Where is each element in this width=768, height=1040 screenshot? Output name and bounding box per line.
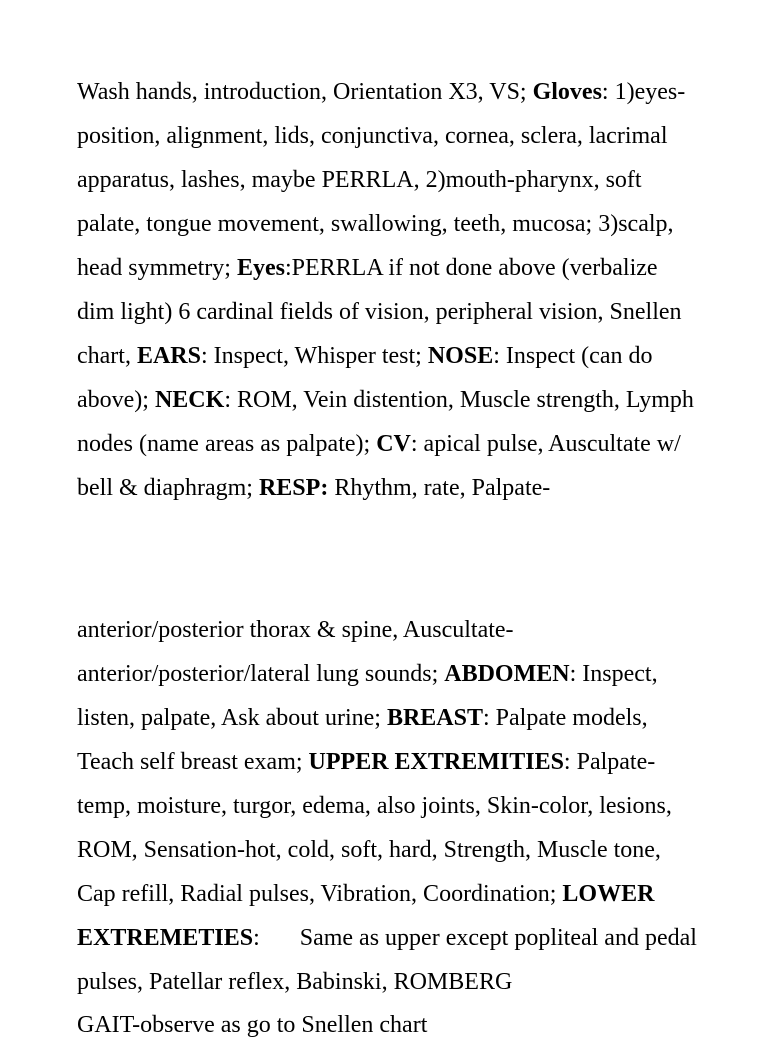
text-line — [77, 429, 681, 459]
text-run: nodes (name areas as palpate); — [77, 431, 377, 457]
text-line — [77, 615, 514, 645]
bold-heading: EARS — [136, 343, 201, 369]
text-line — [77, 835, 661, 865]
text-run: : ROM, Vein distention, Muscle strength, Lymph — [224, 387, 694, 413]
text-run: Teach self breast exam; — [77, 749, 309, 775]
text-run: : Inspect (can do — [493, 343, 653, 369]
bold-heading: EXTREMETIES — [77, 925, 254, 951]
text-line — [77, 209, 674, 239]
text-line — [77, 967, 512, 997]
text-run: listen, palpate, Ask about urine; — [77, 705, 387, 731]
text-run: : apical pulse, Auscultate w/ — [410, 431, 681, 457]
text-run: Cap refill, Radial pulses, Vibration, Coordination; — [77, 881, 563, 907]
text-run: ROM, Sensation-hot, cold, soft, hard, Strength, Muscle tone, — [77, 837, 661, 863]
text-run: head symmetry; — [77, 255, 237, 281]
bold-heading: LOWER — [562, 881, 655, 907]
text-run: palate, tongue movement, swallowing, teeth, mucosa; 3)scalp, — [77, 211, 674, 237]
text-run: dim light) 6 cardinal fields of vision, peripheral vision, Snellen — [77, 299, 682, 325]
text-line — [77, 659, 658, 689]
text-run: above); — [77, 387, 155, 413]
text-line — [77, 923, 697, 953]
text-run: : Palpate- — [563, 749, 656, 775]
text-run: : 1)eyes- — [601, 79, 686, 105]
text-line — [77, 385, 694, 415]
text-run: GAIT-observe as go to Snellen chart — [77, 1012, 428, 1038]
bold-heading: UPPER EXTREMITIES — [308, 749, 564, 775]
text-run: : Palpate models, — [482, 705, 648, 731]
text-run: : Inspect, Whisper test; — [201, 343, 428, 369]
text-run: anterior/posterior thorax & spine, Auscultate- — [77, 617, 514, 643]
text-run: pulses, Patellar reflex, Babinski, ROMBERG — [77, 969, 513, 995]
text-line — [77, 747, 655, 777]
text-line — [77, 253, 658, 283]
text-run: Same as upper except popliteal and pedal — [299, 925, 697, 951]
bold-heading: Eyes — [236, 255, 285, 281]
text-line — [77, 165, 642, 195]
bold-heading: Gloves — [532, 79, 602, 105]
text-line — [77, 77, 685, 107]
text-line — [77, 703, 648, 733]
text-run: anterior/posterior/lateral lung sounds; — [77, 661, 445, 687]
text-run: bell & diaphragm; — [77, 475, 259, 501]
text-run: Rhythm, rate, Palpate- — [328, 475, 551, 501]
bold-heading: NOSE — [427, 343, 494, 369]
bold-heading: RESP: — [258, 475, 329, 501]
text-run: apparatus, lashes, maybe PERRLA, 2)mouth-pharynx, soft — [77, 167, 642, 193]
text-line — [77, 121, 667, 151]
text-run: : Inspect, — [569, 661, 658, 687]
bold-heading: ABDOMEN — [444, 661, 570, 687]
text-run: Wash hands, introduction, Orientation X3, VS; — [77, 79, 533, 105]
text-run: temp, moisture, turgor, edema, also joints, Skin-color, lesions, — [77, 793, 672, 819]
bold-heading: BREAST — [386, 705, 483, 731]
text-run: : — [253, 925, 260, 951]
text-line — [77, 879, 654, 909]
text-line — [77, 341, 652, 371]
text-run: position, alignment, lids, conjunctiva, cornea, sclera, lacrimal — [77, 123, 668, 149]
text-run: :PERRLA if not done above (verbalize — [284, 255, 658, 281]
text-line — [77, 473, 550, 503]
text-line — [77, 297, 682, 327]
text-run: chart, — [77, 343, 137, 369]
text-line — [77, 1010, 427, 1040]
text-line — [77, 791, 672, 821]
bold-heading: CV — [376, 431, 411, 457]
bold-heading: NECK — [154, 387, 225, 413]
